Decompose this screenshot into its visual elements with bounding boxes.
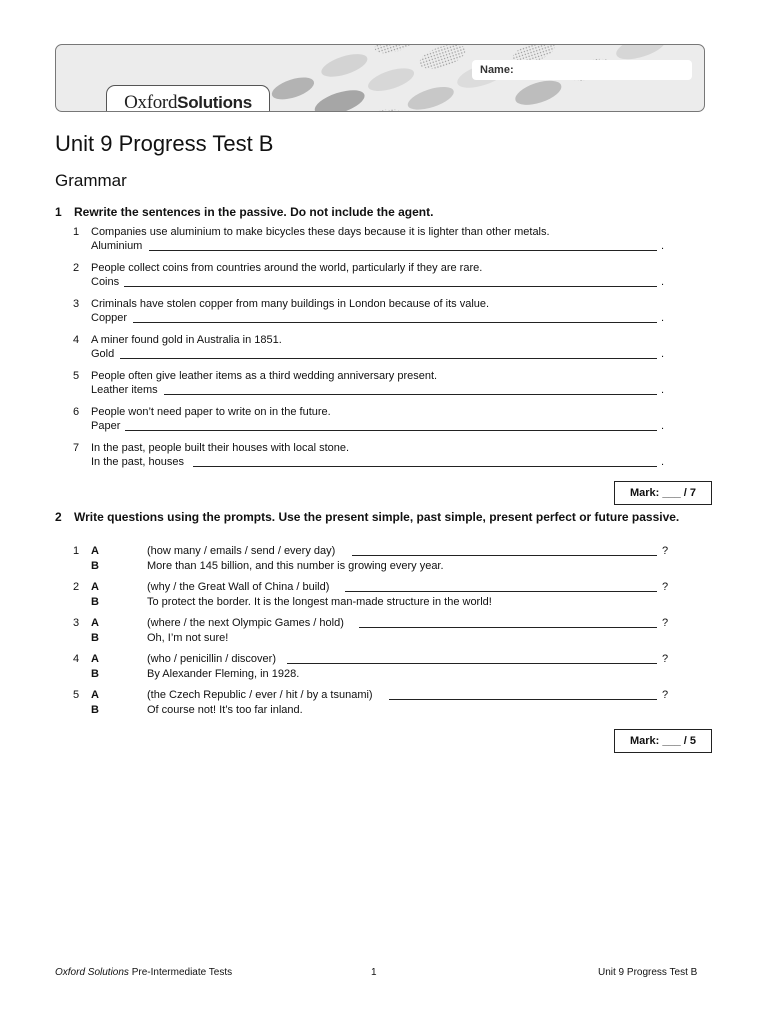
item-number: 2 [73, 581, 80, 593]
item-prompt: People often give leather items as a third wedding anniversary present. [91, 370, 438, 382]
page-title: Unit 9 Progress Test B [55, 131, 274, 156]
question-mark: ? [662, 545, 669, 557]
exercise-2-item [73, 545, 673, 575]
item-answer-start: Paper [91, 420, 121, 432]
speaker-a-label: A [91, 689, 99, 701]
speaker-b-answer: To protect the border. It is the longest man-made structure in the world! [147, 596, 492, 608]
answer-line[interactable] [287, 663, 657, 664]
exercise-instruction: Write questions using the prompts. Use the present simple, past simple, present perfect or future passive. [74, 510, 680, 524]
answer-line[interactable] [125, 430, 657, 431]
item-answer-start: Copper [91, 312, 128, 324]
footer-series-title: Oxford Solutions [55, 967, 129, 978]
item-prompt: Companies use aluminium to make bicycles these days because it is lighter than other metals. [91, 226, 550, 238]
speaker-a-label: A [91, 617, 99, 629]
speaker-a-label: A [91, 581, 99, 593]
item-prompt: People won’t need paper to write on in the future. [91, 406, 331, 418]
section-title: Grammar [55, 171, 127, 190]
exercise-1-mark-box[interactable]: Mark: ___ / 7 [614, 481, 712, 505]
logo-word-oxford: Oxford [124, 92, 178, 112]
item-end: . [661, 420, 665, 432]
question-prompt: (the Czech Republic / ever / hit / by a tsunami) [147, 689, 373, 701]
item-end: . [661, 348, 665, 360]
exercise-1-item [73, 370, 673, 400]
exercise-2-item [73, 617, 673, 647]
item-answer-start: Coins [91, 276, 120, 288]
name-label: Name: [480, 64, 514, 76]
item-number: 3 [73, 617, 80, 629]
question-prompt: (who / penicillin / discover) [147, 653, 276, 665]
answer-line[interactable] [352, 555, 657, 556]
item-number: 1 [73, 545, 80, 557]
speaker-b-answer: More than 145 billion, and this number is growing every year. [147, 560, 444, 572]
question-mark: ? [662, 653, 669, 665]
item-answer-start: Aluminium [91, 240, 143, 252]
item-number: 5 [73, 370, 80, 382]
answer-line[interactable] [389, 699, 657, 700]
item-prompt: In the past, people built their houses with local stone. [91, 442, 350, 454]
speaker-b-label: B [91, 560, 99, 572]
exercise-2-item [73, 653, 673, 683]
exercise-number: 2 [55, 510, 62, 524]
item-number: 2 [73, 262, 80, 274]
oxford-solutions-logo [106, 85, 270, 112]
item-number: 4 [73, 334, 80, 346]
speaker-b-label: B [91, 596, 99, 608]
footer-series [55, 967, 232, 978]
item-end: . [661, 276, 665, 288]
speaker-a-label: A [91, 653, 99, 665]
item-end: . [661, 456, 665, 468]
item-end: . [661, 240, 665, 252]
item-answer-start: In the past, houses [91, 456, 184, 468]
speaker-b-label: B [91, 632, 99, 644]
item-prompt: People collect coins from countries around the world, particularly if they are rare. [91, 262, 483, 274]
answer-line[interactable] [359, 627, 657, 628]
item-number: 6 [73, 406, 80, 418]
item-number: 1 [73, 226, 80, 238]
exercise-1-item [73, 406, 673, 436]
item-number: 5 [73, 689, 80, 701]
exercise-1-item [73, 442, 673, 472]
item-end: . [661, 312, 665, 324]
question-mark: ? [662, 689, 669, 701]
exercise-number: 1 [55, 205, 62, 219]
item-number: 3 [73, 298, 80, 310]
answer-line[interactable] [345, 591, 657, 592]
footer-page-number: 1 [371, 967, 377, 978]
item-number: 7 [73, 442, 80, 454]
item-answer-start: Gold [91, 348, 115, 360]
exercise-1-item [73, 262, 673, 292]
header-banner [55, 44, 705, 112]
exercise-1-item [73, 226, 673, 256]
footer-level: Pre-Intermediate Tests [128, 967, 233, 978]
item-end: . [661, 384, 665, 396]
logo-wordmark [124, 92, 252, 112]
speaker-b-answer: By Alexander Fleming, in 1928. [147, 668, 300, 680]
speaker-a-label: A [91, 545, 99, 557]
answer-line[interactable] [149, 250, 657, 251]
question-prompt: (how many / emails / send / every day) [147, 545, 336, 557]
speaker-b-answer: Oh, I’m not sure! [147, 632, 229, 644]
question-mark: ? [662, 617, 669, 629]
speaker-b-label: B [91, 668, 99, 680]
item-number: 4 [73, 653, 80, 665]
question-prompt: (where / the next Olympic Games / hold) [147, 617, 344, 629]
question-mark: ? [662, 581, 669, 593]
item-answer-start: Leather items [91, 384, 158, 396]
exercise-2-item [73, 581, 673, 611]
speaker-b-label: B [91, 704, 99, 716]
exercise-2-mark-box[interactable]: Mark: ___ / 5 [614, 729, 712, 753]
name-field[interactable] [472, 60, 692, 80]
answer-line[interactable] [124, 286, 657, 287]
exercise-1-item [73, 334, 673, 364]
question-prompt: (why / the Great Wall of China / build) [147, 581, 330, 593]
answer-line[interactable] [120, 358, 657, 359]
answer-line[interactable] [164, 394, 657, 395]
item-prompt: Criminals have stolen copper from many buildings in London because of its value. [91, 298, 490, 310]
answer-line[interactable] [133, 322, 657, 323]
item-prompt: A miner found gold in Australia in 1851. [91, 334, 282, 346]
answer-line[interactable] [193, 466, 657, 467]
logo-word-solutions: Solutions [177, 93, 252, 112]
exercise-1-item [73, 298, 673, 328]
speaker-b-answer: Of course not! It’s too far inland. [147, 704, 303, 716]
footer-unit: Unit 9 Progress Test B [598, 967, 698, 978]
exercise-instruction: Rewrite the sentences in the passive. Do not include the agent. [74, 205, 434, 219]
exercise-2-item [73, 689, 673, 719]
